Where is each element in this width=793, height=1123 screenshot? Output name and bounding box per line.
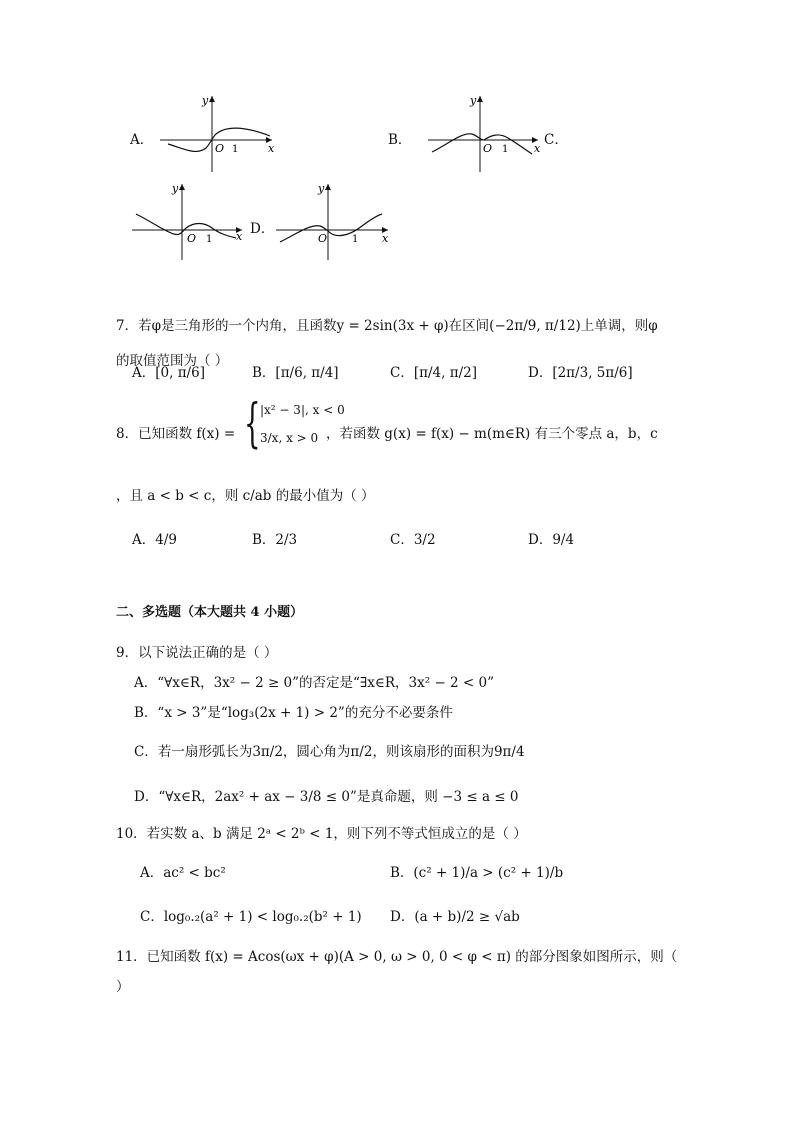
q8-option-a (132, 528, 177, 548)
q7-option-a (132, 361, 205, 381)
q6-graph-c (132, 180, 248, 262)
q10-option-b: B．(c² + 1)/a > (c² + 1)/b (390, 865, 564, 881)
option-label: A． (132, 365, 156, 381)
y-axis-arrow (179, 184, 185, 190)
x-label: x (236, 230, 243, 243)
origin-label: O (318, 232, 328, 245)
section-title: 二、多选题（本大题共 4 小题） (116, 605, 304, 620)
x-label: x (382, 232, 389, 245)
y-label: y (172, 182, 179, 195)
q11-stem-line1: 11．已知函数 f(x) = Acos(ωx + φ)(A > 0, ω > 0, 0 < φ < π) 的部分图象如图所示，则（ (116, 949, 678, 965)
q10-option-d: D．(a + b)/2 ≥ √ab (390, 909, 520, 925)
y-label: y (202, 94, 209, 107)
origin-label: O (187, 232, 197, 245)
y-axis-arrow (209, 96, 215, 102)
q7-stem-line2: 的取值范围为（ ） (116, 353, 229, 369)
option-value: 4/9 (155, 532, 177, 548)
q8-option-c (390, 528, 436, 548)
option-label: C． (390, 365, 414, 381)
curve (432, 134, 532, 154)
option-value: [2π/3, 5π/6] (552, 365, 633, 381)
q6-option-b-label: B． (388, 132, 412, 148)
q8-option-d (528, 528, 574, 548)
q10-option-c: C．log₀.₂(a² + 1) < log₀.₂(b² + 1) (140, 909, 362, 925)
q8-piece1: |x² − 3|, x < 0 (260, 403, 345, 417)
q8-stem-pre: 8．已知函数 f(x) = (116, 426, 236, 442)
option-label: D． (528, 365, 553, 381)
q8-piece2: 3/x, x > 0 (260, 431, 319, 445)
q9-option-b: B．“x > 3”是“log₃(2x + 1) > 2”的充分不必要条件 (134, 705, 453, 721)
q11-stem-line2: ） (116, 979, 130, 995)
origin-label: O (215, 142, 225, 155)
option-value: [π/6, π/4] (275, 365, 339, 381)
q9-option-d: D．“∀x∈R，2ax² + ax − 3/8 ≤ 0”是真命题，则 −3 ≤ a ≤ 0 (134, 789, 519, 805)
option-label: A． (132, 532, 156, 548)
q7-option-c (390, 361, 477, 381)
y-label: y (470, 94, 477, 107)
option-label: B． (252, 532, 276, 548)
q6-option-a-label: A． (130, 132, 154, 148)
q6-graph-a (160, 92, 280, 174)
tick-one-label: 1 (352, 234, 359, 245)
q6-graph-d (276, 180, 394, 262)
q8-stem-line2: ，且 a < b < c，则 c/ab 的最小值为（ ） (116, 488, 375, 504)
tick-one-label: 1 (232, 144, 239, 155)
q9-option-c: C．若一扇形弧长为3π/2，圆心角为π/2，则该扇形的面积为9π/4 (134, 744, 525, 760)
q9-stem: 9．以下说法正确的是（ ） (116, 645, 278, 661)
q7-option-b (252, 361, 339, 381)
q6-option-c-label: C． (544, 132, 568, 148)
q6-option-d-label: D． (250, 221, 275, 237)
q10-option-a: A．ac² < bc² (140, 865, 226, 881)
option-label: D． (528, 532, 553, 548)
option-label: B． (252, 365, 276, 381)
curve (136, 214, 236, 238)
tick-one-label: 1 (206, 234, 213, 245)
tick-one-label: 1 (502, 144, 509, 155)
y-label: y (318, 182, 325, 195)
curve (280, 214, 382, 242)
q9-option-a: A．“∀x∈R，3x² − 2 ≥ 0”的否定是“∃x∈R，3x² − 2 < 0” (134, 675, 495, 691)
x-label: x (534, 142, 541, 155)
q8-option-b (252, 528, 297, 548)
option-label: C． (390, 532, 414, 548)
brace-icon: { (244, 394, 261, 454)
origin-label: O (483, 142, 493, 155)
option-value: [π/4, π/2] (413, 365, 477, 381)
option-value: 3/2 (413, 532, 436, 548)
option-value: [0, π/6] (155, 365, 205, 381)
option-value: 2/3 (275, 532, 298, 548)
q10-stem: 10．若实数 a、b 满足 2ᵃ < 2ᵇ < 1，则下列不等式恒成立的是（ ） (116, 826, 527, 842)
q7-option-d (528, 361, 633, 381)
q7-stem-line1: 7．若φ是三角形的一个内角，且函数y = 2sin(3x + φ)在区间(−2π/9, π/12)上单调，则φ (116, 318, 658, 334)
option-value: 9/4 (552, 532, 575, 548)
q6-graph-b (428, 92, 546, 174)
x-label: x (268, 142, 275, 155)
y-axis-arrow (477, 96, 483, 102)
y-axis-arrow (325, 184, 331, 190)
q8-stem-post: ，若函数 g(x) = f(x) − m(m∈R) 有三个零点 a，b，c (326, 426, 658, 442)
